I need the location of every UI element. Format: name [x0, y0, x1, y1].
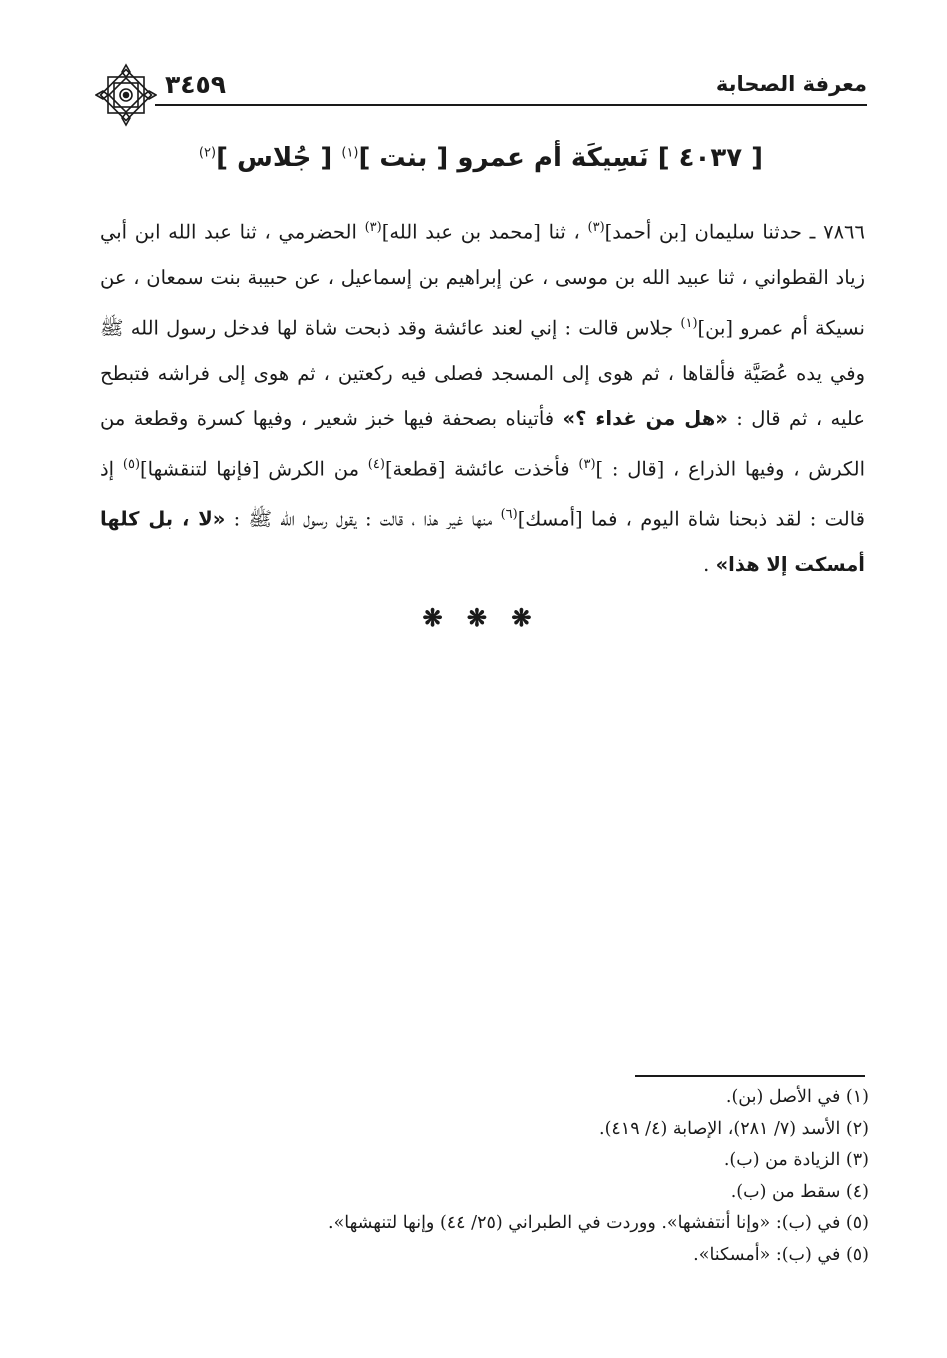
page-header	[95, 58, 867, 132]
footnote-ref: (٤)	[367, 456, 385, 472]
text-segment: ٧٨٦٦ ـ حدثنا سليمان [بن أحمد]	[604, 220, 865, 244]
footnote-item: (٥) في (ب): «أمسكنا».	[693, 1244, 869, 1265]
entry-number: [ ٤٠٣٧ ]	[657, 143, 764, 173]
footnote-ref: (٥)	[122, 456, 141, 472]
page-number: ٣٤٥٩	[165, 70, 227, 99]
prophetic-quote: «هل من غداء ؟»	[562, 407, 728, 430]
footnote-item: (٥) في (ب): «وإنا أنتفشها». ووردت في الطبراني (٢٥/ ٤٤) وإنها لتنهشها».	[328, 1213, 869, 1233]
footnote-divider	[635, 1075, 865, 1077]
header-divider	[155, 104, 867, 106]
footnote-ref: (١)	[680, 315, 698, 331]
footnote-ref: (٦)	[500, 506, 518, 522]
footnote-ref: (٣)	[578, 456, 596, 472]
footnote-item: (٢) الأسد (٧/ ٢٨١)، الإصابة (٤/ ٤١٩).	[599, 1118, 869, 1139]
hadith-text	[100, 205, 865, 587]
text-segment: .	[703, 552, 716, 576]
section-separator: ❋ ❋ ❋	[422, 603, 540, 632]
text-segment: الحضرمي ، ثنا عبد الله ابن أبي زياد القطواني ، ثنا عبيد الله بن موسى ، عن إبراهيم بن إسماعيل ، عن حبيبة بنت سمعان ، عن نسيكة أم عمرو [بن]	[100, 220, 865, 339]
octagram-ornament-icon	[95, 58, 157, 132]
footnote-ref: (١)	[341, 145, 359, 161]
footnote-item: (٤) سقط من (ب).	[730, 1181, 869, 1202]
entry-name-suffix: [ جُلاس ]	[216, 143, 333, 173]
prophetic-quote: «لا ، بل كلها أمسكت إلا هذا»	[100, 507, 865, 576]
footnote-ref: (٣)	[587, 220, 605, 235]
footnote-item: (٣) الزيادة من (ب).	[723, 1150, 869, 1170]
text-segment: فأخذت عائشة [قطعة]	[384, 457, 579, 480]
footnote-item: (١) في الأصل (بن).	[725, 1087, 869, 1107]
footnote-ref: (٣)	[364, 220, 382, 235]
text-segment: من الكرش [فإنها لتنقشها]	[140, 457, 368, 480]
text-segment: منها غير هذا ، قالت : يقول رسول الله ﷺ :	[225, 507, 501, 530]
footnote-ref: (٢)	[198, 145, 217, 161]
book-title: معرفة الصحابة	[715, 72, 867, 96]
entry-heading	[95, 143, 867, 173]
entry-name: نَسِيكَة أم عمرو [ بنت ]	[358, 143, 649, 173]
text-segment: جلاس قالت : إني لعند عائشة وقد ذبحت شاة لها فدخل رسول الله ﷺ وفي يده عُصَيَّة فألقاها ، ثم هوى إلى المسجد فصلى فيه ركعتين ، ثم هوى إلى فراشه فتبطح عليه ، ثم قال :	[100, 316, 865, 430]
text-segment: إذ قالت : لقد ذبحنا شاة اليوم ، فما [أمسك]	[100, 457, 865, 530]
footnotes-list	[169, 1082, 869, 1271]
text-segment: ، ثنا [محمد بن عبد الله]	[381, 220, 588, 244]
text-segment: فأتيناه بصحفة فيها خبز شعير ، وفيها كسرة وقطعة من الكرش ، وفيها الذراع ، [قال : ]	[100, 407, 865, 480]
